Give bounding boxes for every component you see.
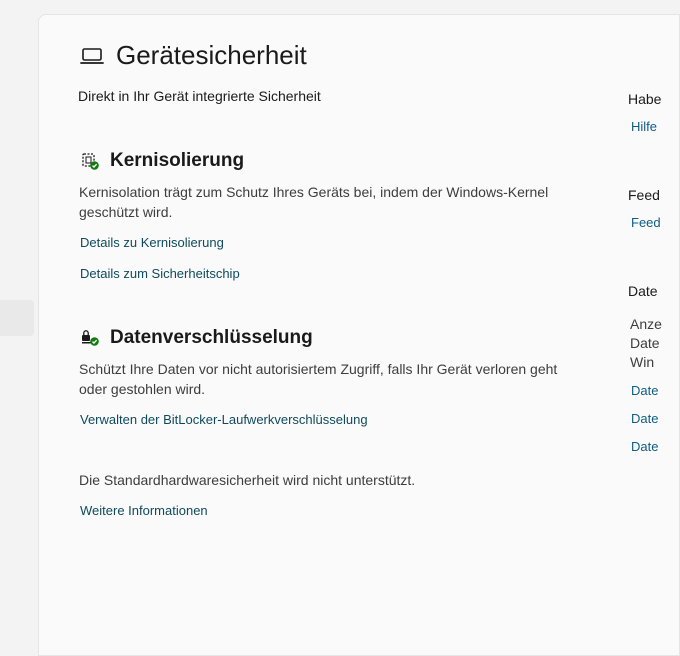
page-title: Gerätesicherheit [116,40,307,70]
privacy-text-line-2: Date [630,335,660,351]
feedback-link[interactable]: Feed [631,215,661,230]
privacy-link-2[interactable]: Date [631,411,659,426]
encryption-title: Datenverschlüsselung [110,327,313,348]
privacy-heading: Date [628,283,658,299]
core-isolation-details-link[interactable]: Details zu Kernisolierung [80,235,224,250]
laptop-icon [80,46,106,66]
lock-check-icon [80,328,100,348]
privacy-text-line-1: Anze [630,316,662,332]
encryption-header [80,327,313,349]
more-info-link[interactable]: Weitere Informationen [80,503,208,518]
privacy-link-1[interactable]: Date [631,383,659,398]
page-subtitle: Direkt in Ihr Gerät integrierte Sicherheit [78,88,321,104]
bitlocker-manage-link[interactable]: Verwalten der BitLocker-Laufwerkverschlüsselung [80,412,368,427]
standard-hw-status: Die Standardhardwaresicherheit wird nicht unterstützt. [79,472,416,488]
privacy-link-3[interactable]: Date [631,439,659,454]
security-chip-details-link[interactable]: Details zum Sicherheitschip [80,266,240,281]
encryption-description: Schützt Ihre Daten vor nicht autorisiertem Zugriff, falls Ihr Gerät verloren geht oder gestohlen wird. [79,361,558,397]
core-isolation-header [80,150,244,172]
help-link[interactable]: Hilfe [631,119,658,134]
nav-item-selected[interactable] [0,300,34,336]
core-isolation-description: Kernisolation trägt zum Schutz Ihres Geräts bei, indem der Windows-Kernel geschützt wird. [79,184,549,220]
feedback-heading: Feed [628,187,660,203]
page-header [80,40,307,71]
core-isolation-title: Kernisolierung [110,150,245,171]
chip-check-icon [80,151,100,171]
help-heading: Habe [628,91,662,107]
privacy-text-line-3: Win [630,354,655,370]
